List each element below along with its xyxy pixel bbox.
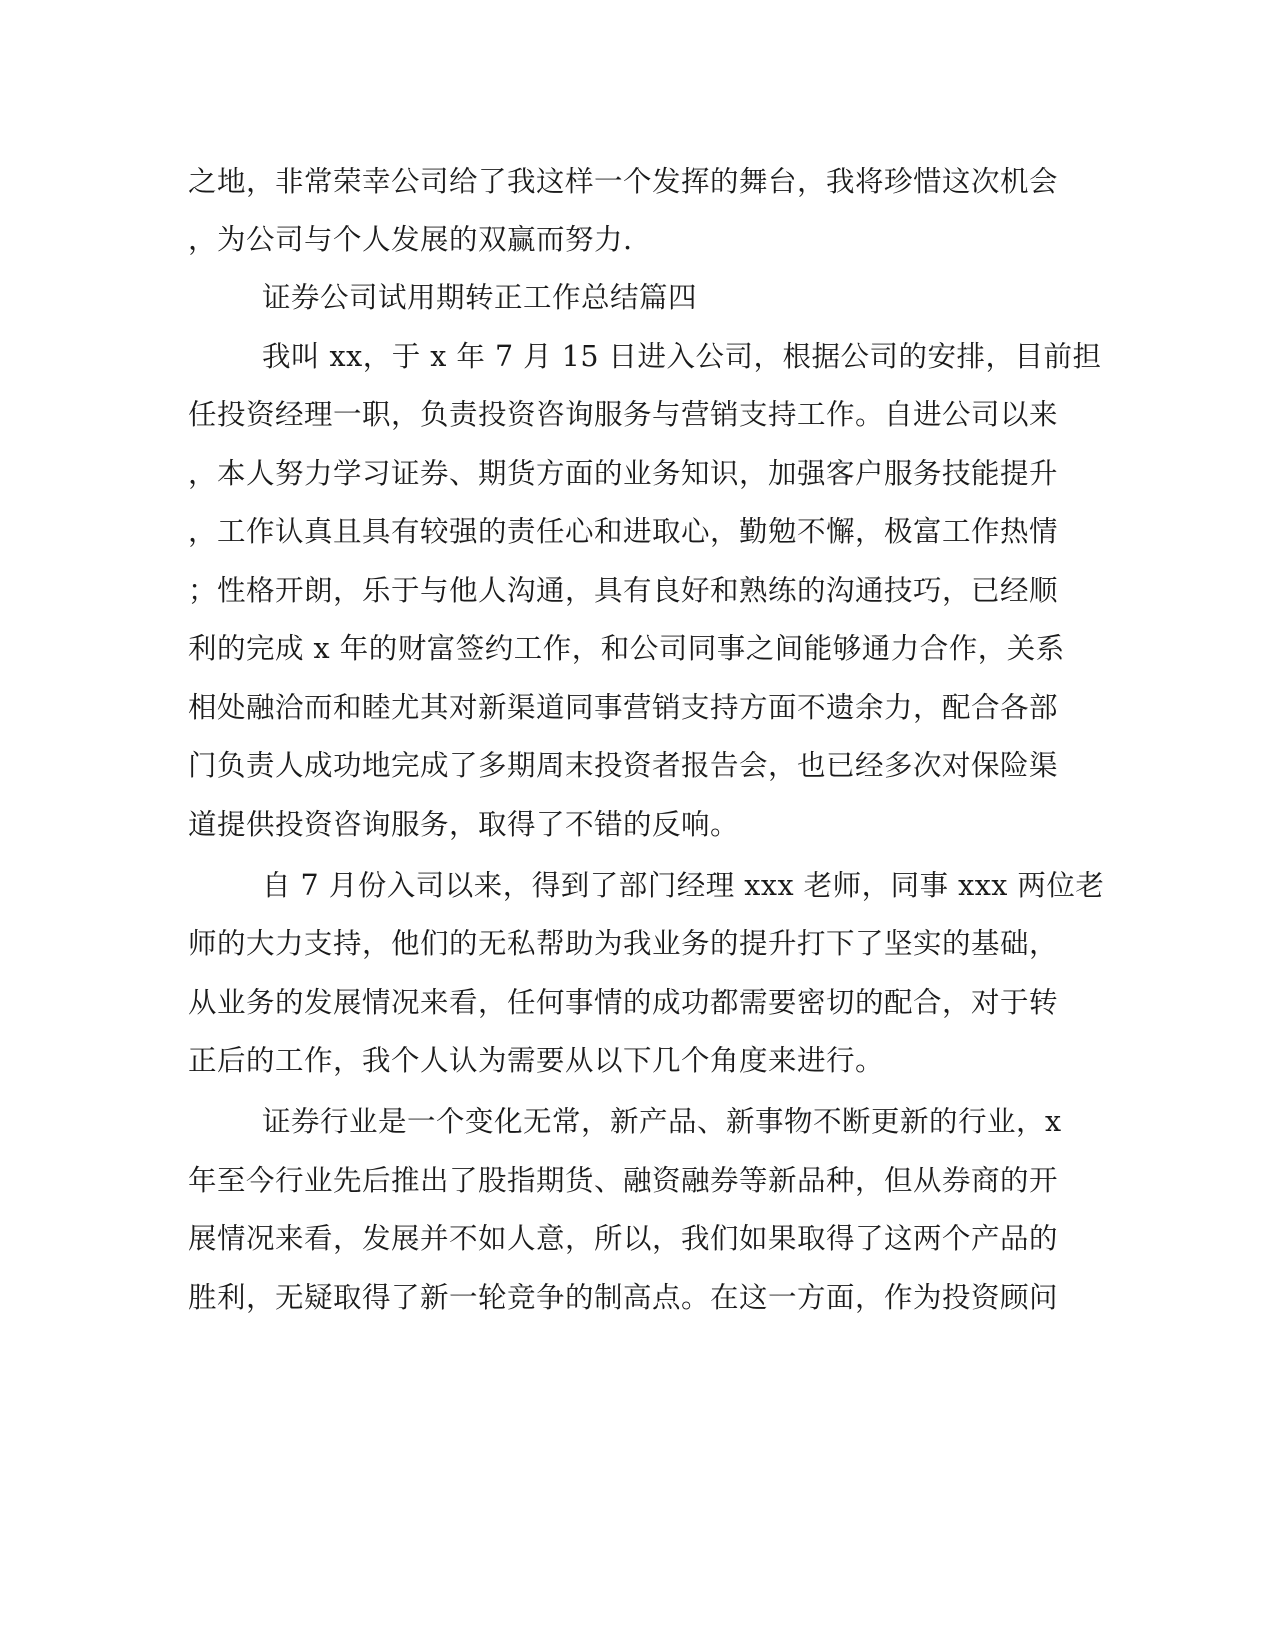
text-line: 道提供投资咨询服务，取得了不错的反响。 [188,808,740,841]
text-line: 从业务的发展情况来看，任何事情的成功都需要密切的配合，对于转 [188,986,1059,1019]
text-line: 我叫 xx，于 x 年 7 月 15 日进入公司，根据公司的安排，目前担 [262,340,1102,373]
text-line: 正后的工作，我个人认为需要从以下几个角度来进行。 [188,1044,885,1077]
text-line: 证券行业是一个变化无常，新产品、新事物不断更新的行业，x [262,1105,1062,1138]
text-line: 年至今行业先后推出了股指期货、融资融券等新品种，但从券商的开 [188,1164,1059,1197]
text-line: 自 7 月份入司以来，得到了部门经理 xxx 老师，同事 xxx 两位老 [262,869,1105,902]
section-heading: 证券公司试用期转正工作总结篇四 [262,281,698,314]
text-line: ，为公司与个人发展的双赢而努力. [188,223,633,256]
text-line: 门负责人成功地完成了多期周末投资者报告会，也已经多次对保险渠 [188,749,1059,782]
text-line: 利的完成 x 年的财富签约工作，和公司同事之间能够通力合作，关系 [188,632,1065,665]
text-line: 师的大力支持，他们的无私帮助为我业务的提升打下了坚实的基础， [188,927,1059,960]
text-line: 胜利，无疑取得了新一轮竞争的制高点。在这一方面，作为投资顾问 [188,1281,1059,1314]
text-line: 任投资经理一职，负责投资咨询服务与营销支持工作。自进公司以来 [188,398,1059,431]
text-line: ；性格开朗，乐于与他人沟通，具有良好和熟练的沟通技巧，已经顺 [188,574,1059,607]
text-line: 之地，非常荣幸公司给了我这样一个发挥的舞台，我将珍惜这次机会 [188,165,1059,198]
text-line: 展情况来看，发展并不如人意，所以，我们如果取得了这两个产品的 [188,1222,1059,1255]
text-line: 相处融洽而和睦尤其对新渠道同事营销支持方面不遗余力，配合各部 [188,691,1059,724]
text-line: ，工作认真且具有较强的责任心和进取心，勤勉不懈，极富工作热情 [188,515,1059,548]
text-line: ，本人努力学习证券、期货方面的业务知识，加强客户服务技能提升 [188,457,1059,490]
